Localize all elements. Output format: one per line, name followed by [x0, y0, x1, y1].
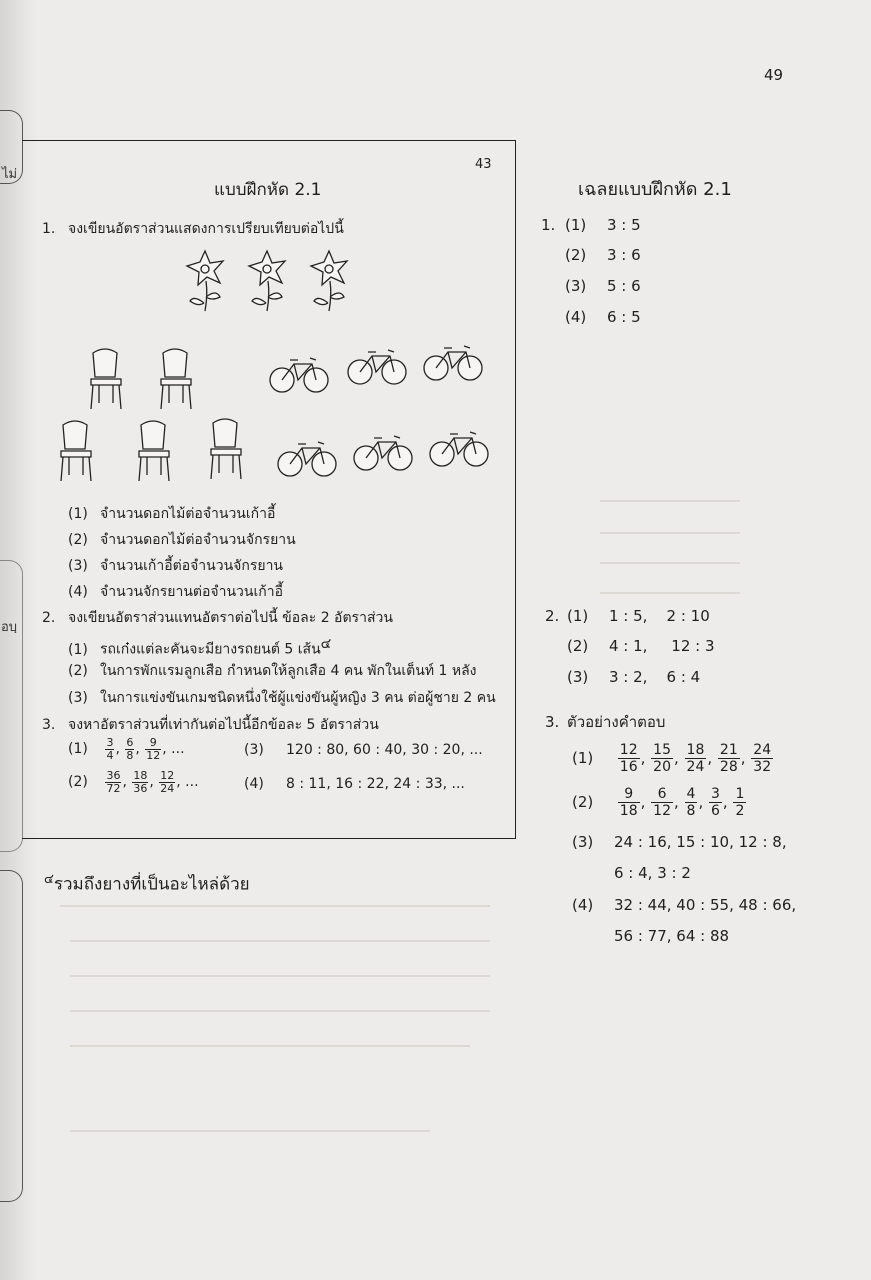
show-through [600, 592, 740, 594]
q3-part-3: (3) 120 : 80, 60 : 40, 30 : 20, ... [244, 742, 483, 758]
q3-part-1: (1) $\frac{3}{4}$ , $\frac{6}{8}$ , $\frac{9}{12}$ , ... [68, 736, 185, 762]
fraction: $\frac{9}{12}$ [146, 736, 161, 762]
flower-icon [187, 251, 223, 311]
margin-text: อบฺ [1, 620, 18, 635]
fraction: $\frac{4}{8}$ [686, 786, 696, 820]
q3-part-2: (2) $\frac{36}{72}$ , $\frac{18}{36}$ , $\frac{12}{24}$ , ... [68, 769, 199, 795]
fraction: $\frac{18}{36}$ [133, 769, 148, 795]
fraction: $\frac{6}{12}$ [653, 786, 671, 820]
fraction: $\frac{12}{16}$ [619, 742, 638, 776]
answer-2: 2. (1) 1 : 5, 2 : 10 [545, 607, 710, 625]
answer-3-part-2: (2) $\frac{9}{18}$ , $\frac{6}{12}$ , $\frac{4}{8}$ , $\frac{3}{6}$ , $\frac{1}{2}$ [572, 786, 745, 820]
fraction: $\frac{1}{2}$ [735, 786, 745, 820]
inner-page-number: 43 [475, 157, 492, 172]
margin-bracket [0, 560, 23, 852]
answer-3-part-3: (3) 24 : 16, 15 : 10, 12 : 8, [572, 833, 787, 851]
question-2: 2. จงเขียนอัตราส่วนแทนอัตราต่อไปนี้ ข้อละ 2 อัตราส่วน [42, 610, 393, 626]
exercise-title: แบบฝึกหัด 2.1 [214, 180, 322, 200]
chairs-illustration [55, 345, 265, 485]
chair-icon [211, 419, 241, 479]
chair-icon [91, 349, 121, 409]
show-through [70, 1130, 430, 1132]
question-1: 1. จงเขียนอัตราส่วนแสดงการเปรียบเทียบต่อไปนี้ [42, 221, 344, 237]
chair-icon [61, 421, 91, 481]
fraction: $\frac{24}{32}$ [753, 742, 772, 776]
chair-icon [139, 421, 169, 481]
answer-3-part-4: (4) 32 : 44, 40 : 55, 48 : 66, [572, 896, 797, 914]
answer-3-part-4-cont: 56 : 77, 64 : 88 [614, 927, 730, 945]
flowers-illustration [180, 245, 360, 315]
fraction: $\frac{9}{18}$ [619, 786, 638, 820]
flower-icon [311, 251, 347, 311]
show-through [60, 905, 490, 907]
answer-1-item: (2) 3 : 6 [565, 246, 641, 264]
question-3: 3. จงหาอัตราส่วนที่เท่ากันต่อไปนี้อีกข้อละ 5 อัตราส่วน [42, 717, 379, 733]
show-through [70, 940, 490, 942]
answer-1: 1. (1) 3 : 5 [541, 216, 641, 234]
margin-text: ไม่ [2, 167, 18, 182]
answers-title: เฉลยแบบฝึกหัด 2.1 [578, 179, 732, 200]
answer-3: 3. ตัวอย่างคำตอบ [545, 713, 666, 731]
bicycle-icon [270, 358, 328, 392]
q3-part-4: (4) 8 : 11, 16 : 22, 24 : 33, ... [244, 776, 465, 792]
fraction: $\frac{18}{24}$ [686, 742, 705, 776]
show-through [600, 500, 740, 502]
flower-icon [249, 251, 285, 311]
footnote-marker: ๔ [320, 636, 332, 652]
show-through [600, 562, 740, 564]
fraction: $\frac{36}{72}$ [106, 769, 121, 795]
fraction: $\frac{12}{24}$ [160, 769, 175, 795]
fraction: $\frac{3}{6}$ [711, 786, 720, 820]
q1-item: (2) จำนวนดอกไม้ต่อจำนวนจักรยาน [68, 532, 296, 548]
show-through [70, 1045, 470, 1047]
q2-item: (1) รถเก๋งแต่ละคันจะมียางรถยนต์ 5 เส้น$^๔$ [68, 636, 332, 658]
page-number: 49 [764, 66, 784, 84]
q1-item: (1) จำนวนดอกไม้ต่อจำนวนเก้าอี้ [68, 506, 276, 522]
fraction: $\frac{15}{20}$ [653, 742, 671, 776]
answer-3-part-3-cont: 6 : 4, 3 : 2 [614, 864, 691, 882]
bicycle-icon [348, 350, 406, 384]
margin-bracket [0, 870, 23, 1202]
footnote: $^๔$รวมถึงยางที่เป็นอะไหล่ด้วย [44, 872, 250, 895]
q2-item: (3) ในการแข่งขันเกมชนิดหนึ่งใช้ผู้แข่งขันผู้หญิง 3 คน ต่อผู้ชาย 2 คน [68, 690, 496, 706]
answer-2-item: (3) 3 : 2, 6 : 4 [567, 668, 701, 686]
show-through [70, 1010, 490, 1012]
show-through [70, 975, 490, 977]
answer-2-item: (2) 4 : 1, 12 : 3 [567, 637, 715, 655]
q2-item: (2) ในการพักแรมลูกเสือ กำหนดให้ลูกเสือ 4 คน พักในเต็นท์ 1 หลัง [68, 663, 477, 679]
answer-1-item: (3) 5 : 6 [565, 277, 641, 295]
bicycle-icon [354, 436, 412, 470]
fraction: $\frac{6}{8}$ [126, 736, 134, 762]
answer-1-item: (4) 6 : 5 [565, 308, 641, 326]
bicycle-icon [424, 346, 482, 380]
q1-item: (3) จำนวนเก้าอี้ต่อจำนวนจักรยาน [68, 558, 283, 574]
fraction: $\frac{21}{28}$ [719, 742, 738, 776]
bicycle-icon [278, 442, 336, 476]
answer-3-part-1: (1) $\frac{12}{16}$ , $\frac{15}{20}$ , $\frac{18}{24}$ , $\frac{21}{28}$ , $\frac{24}{32}$ [572, 742, 772, 776]
show-through [600, 532, 740, 534]
fraction: $\frac{3}{4}$ [106, 736, 114, 762]
q1-item: (4) จำนวนจักรยานต่อจำนวนเก้าอี้ [68, 584, 283, 600]
bicycles-illustration [268, 352, 498, 482]
bicycle-icon [430, 432, 488, 466]
chair-icon [161, 349, 191, 409]
